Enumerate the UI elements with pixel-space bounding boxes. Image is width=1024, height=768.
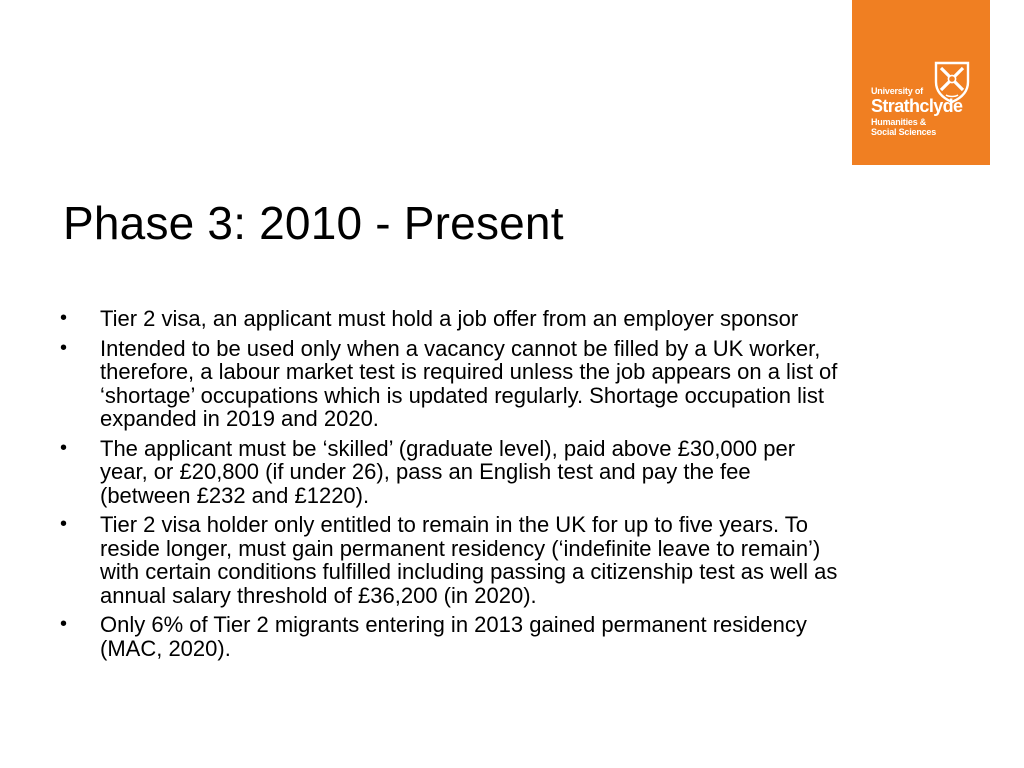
logo-faculty-line1: Humanities & [871,117,927,127]
bullet-icon: • [60,336,68,359]
slide-title: Phase 3: 2010 - Present [63,197,564,249]
bullet-text-line: year, or £20,800 (if under 26), pass an English test and pay the fee [100,459,751,484]
bullet-icon: • [60,613,68,635]
bullet-text-line: (between £232 and £1220). [100,482,370,508]
bullet-text-line: (MAC, 2020). [100,635,231,661]
logo-university-of: University of [871,86,923,96]
bullet-icon: • [60,436,68,459]
bullet-text-line: expanded in 2019 and 2020. [100,406,379,431]
bullet-text-line: The applicant must be ‘skilled’ (graduate level), paid above £30,000 per [100,435,796,461]
bullet-text-line: ‘shortage’ occupations which is updated regularly. Shortage occupation list [100,382,824,408]
bullet-item [0,337,1000,431]
bullet-text-line: annual salary threshold of £36,200 (in 2020). [100,582,537,608]
bullet-text-line: Tier 2 visa, an applicant must hold a job offer from an employer sponsor [100,306,799,331]
bullet-text-line: Only 6% of Tier 2 migrants entering in 2013 gained permanent residency [100,612,807,637]
bullet-icon: • [60,307,68,329]
bullet-text-line: therefore, a labour market test is required unless the job appears on a list of [100,359,838,384]
bullet-item [0,437,1000,508]
bullet-text-line: reside longer, must gain permanent residency (‘indefinite leave to remain’) [100,535,821,561]
logo-faculty-line2: Social Sciences [871,127,937,137]
bullet-list [0,307,1000,666]
logo-strathclyde: Strathclyde [871,96,963,116]
logo-wordmark [871,87,962,137]
university-logo [852,0,990,165]
bullet-item [0,307,1000,331]
bullet-item [0,613,1000,660]
bullet-text-line: Intended to be used only when a vacancy cannot be filled by a UK worker, [100,335,821,361]
bullet-text-line: with certain conditions fulfilled including passing a citizenship test as well as [100,559,838,584]
bullet-item [0,513,1000,607]
bullet-text-line: Tier 2 visa holder only entitled to remain in the UK for up to five years. To [100,512,809,537]
bullet-icon: • [60,513,68,535]
